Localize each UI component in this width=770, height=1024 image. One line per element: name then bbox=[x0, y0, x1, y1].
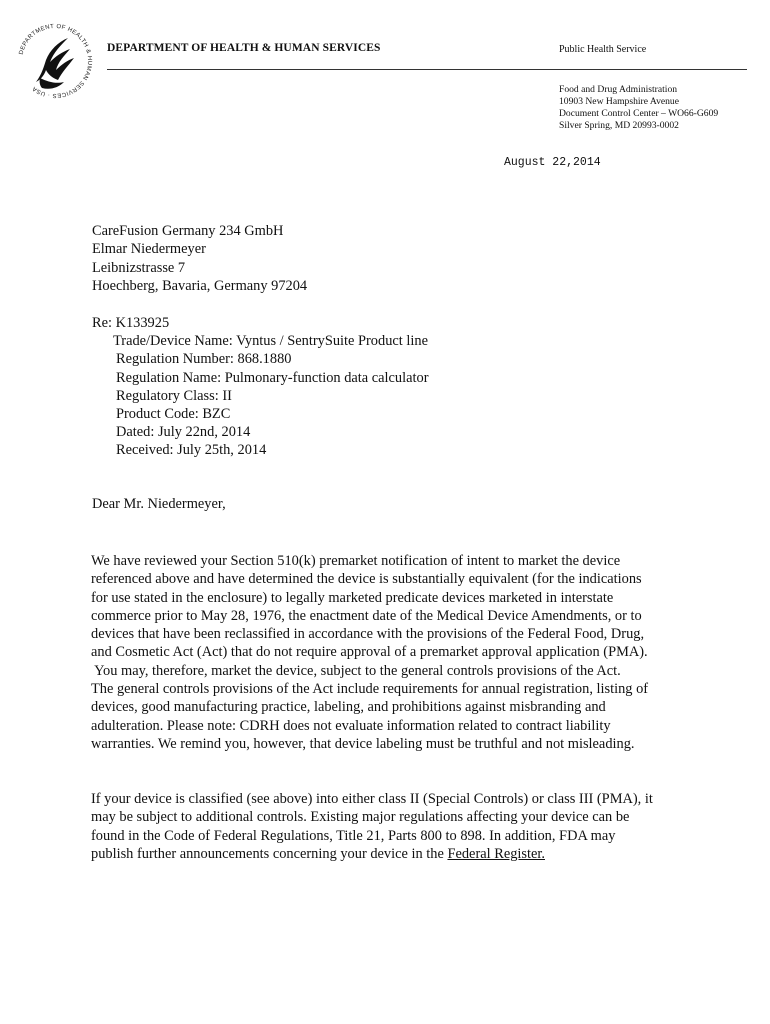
paragraph-line: adulteration. Please note: CDRH does not evaluate information related to contract liability bbox=[91, 717, 611, 734]
fda-address-line: Document Control Center – WO66-G609 bbox=[559, 108, 719, 119]
fda-address-line: 10903 New Hampshire Avenue bbox=[559, 96, 679, 107]
salutation: Dear Mr. Niedermeyer, bbox=[92, 496, 226, 512]
paragraph-line: commerce prior to May 28, 1976, the enactment date of the Medical Device Amendments, or to bbox=[91, 607, 642, 624]
paragraph-line: If your device is classified (see above) into either class II (Special Controls) or class III (PMA), it bbox=[91, 791, 653, 807]
fda-address-block bbox=[559, 84, 718, 132]
reference-detail: Regulation Number: 868.1880 bbox=[116, 351, 292, 368]
paragraph-line: and Cosmetic Act (Act) that do not require approval of a premarket approval application (PMA). bbox=[91, 644, 648, 661]
federal-register-reference: Federal Register. bbox=[447, 845, 545, 862]
reference-number: Re: K133925 bbox=[92, 315, 170, 331]
reference-detail: Received: July 25th, 2014 bbox=[116, 442, 267, 459]
trade-device-name: Trade/Device Name: Vyntus / SentrySuite Product line bbox=[113, 333, 428, 350]
paragraph-line: devices that have been reclassified in accordance with the provisions of the Federal Food, Drug, bbox=[91, 626, 645, 643]
paragraph-line: The general controls provisions of the Act include requirements for annual registration, listing of bbox=[91, 681, 649, 698]
paragraph-line: devices, good manufacturing practice, labeling, and prohibitions against misbranding and bbox=[91, 699, 606, 716]
reference-detail: Dated: July 22nd, 2014 bbox=[116, 424, 251, 441]
recipient-address bbox=[92, 222, 307, 296]
recipient-line: Hoechberg, Bavaria, Germany 97204 bbox=[92, 278, 308, 295]
paragraph-line-text: publish further announcements concerning your device in the bbox=[91, 845, 448, 862]
svg-text:DEPARTMENT OF HEALTH & HUMAN S: DEPARTMENT OF HEALTH & HUMAN SERVICES · USA bbox=[18, 23, 93, 99]
reference-detail: Regulatory Class: II bbox=[116, 387, 232, 404]
body-paragraph-1 bbox=[91, 552, 763, 753]
letter-date: August 22,2014 bbox=[504, 156, 601, 169]
recipient-line: Elmar Niedermeyer bbox=[92, 241, 206, 258]
body-paragraph-2 bbox=[91, 790, 763, 863]
paragraph-line: We have reviewed your Section 510(k) premarket notification of intent to market the device bbox=[91, 553, 621, 569]
paragraph-line: may be subject to additional controls. Existing major regulations affecting your device can be bbox=[91, 809, 630, 826]
paragraph-line: You may, therefore, market the device, subject to the general controls provisions of the Act. bbox=[91, 662, 621, 679]
reference-detail: Product Code: BZC bbox=[116, 406, 231, 423]
recipient-line: Leibnizstrasse 7 bbox=[92, 259, 186, 276]
public-health-service-label: Public Health Service bbox=[559, 44, 647, 55]
paragraph-line: referenced above and have determined the device is substantially equivalent (for the indications bbox=[91, 571, 642, 588]
department-heading: DEPARTMENT OF HEALTH & HUMAN SERVICES bbox=[107, 42, 381, 54]
recipient-line: CareFusion Germany 234 GmbH bbox=[92, 223, 284, 239]
reference-block bbox=[92, 314, 429, 460]
reference-detail: Regulation Name: Pulmonary-function data calculator bbox=[116, 369, 429, 386]
paragraph-line: for use stated in the enclosure) to legally marketed predicate devices marketed in interstate bbox=[91, 589, 614, 606]
paragraph-line: warranties. We remind you, however, that device labeling must be truthful and not misleading. bbox=[91, 735, 635, 752]
header-divider bbox=[107, 69, 747, 70]
fda-address-line: Silver Spring, MD 20993-0002 bbox=[559, 120, 679, 131]
paragraph-line bbox=[91, 845, 763, 863]
fda-address-line: Food and Drug Administration bbox=[559, 84, 678, 95]
paragraph-line: found in the Code of Federal Regulations, Title 21, Parts 800 to 898. In addition, FDA may bbox=[91, 827, 616, 844]
hhs-seal-logo bbox=[10, 16, 100, 106]
